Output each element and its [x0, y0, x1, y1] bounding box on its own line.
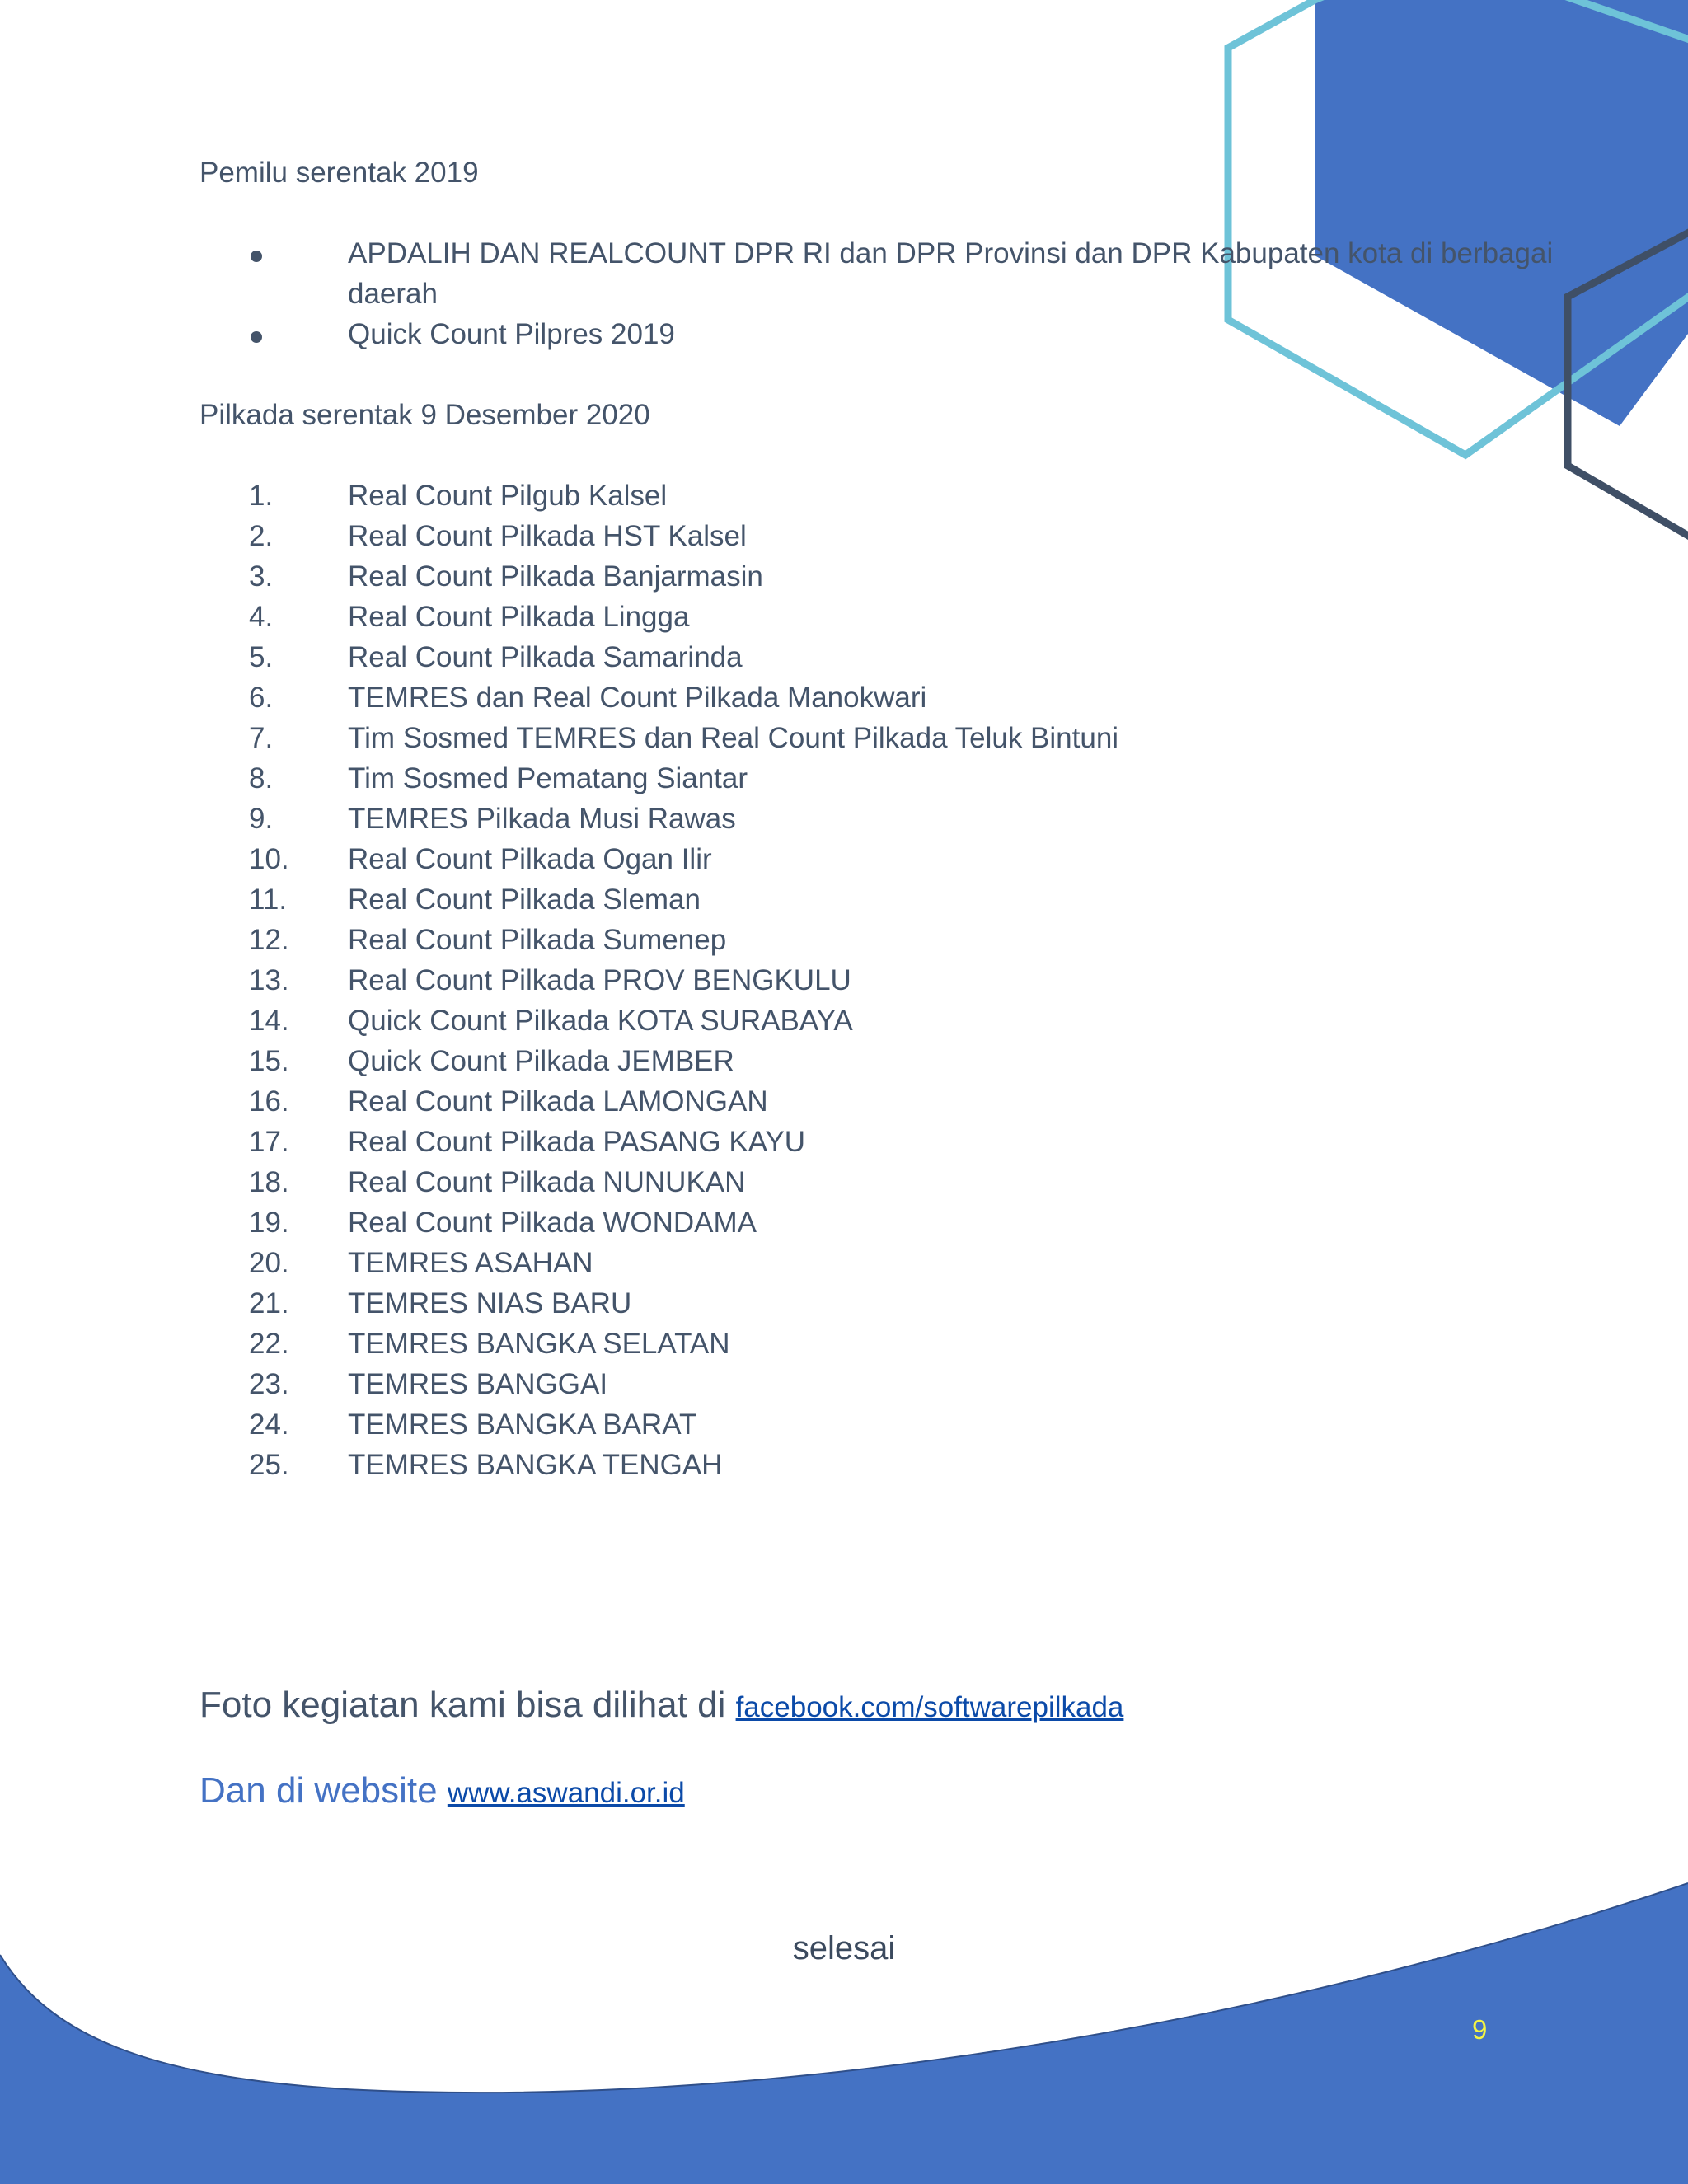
list-item-number: 22.: [249, 1328, 289, 1360]
list-item-number: 25.: [249, 1449, 289, 1481]
list-item-text: Real Count Pilkada Samarinda: [348, 641, 743, 673]
list-item-text: Real Count Pilgub Kalsel: [348, 480, 668, 512]
list-item-text: Real Count Pilkada PROV BENGKULU: [348, 964, 851, 996]
list-item-text: Real Count Pilkada Sleman: [348, 883, 701, 916]
photo-caption: [199, 1685, 1123, 1726]
list-item-number: 10.: [249, 843, 289, 875]
list-item-number: 9.: [249, 803, 274, 835]
list-item-number: 16.: [249, 1085, 289, 1118]
list-item-number: 4.: [249, 601, 274, 633]
list-item-number: 5.: [249, 641, 274, 673]
list-item-text: Real Count Pilkada WONDAMA: [348, 1207, 757, 1239]
list-item-text: TEMRES Pilkada Musi Rawas: [348, 803, 736, 835]
list-item-text: TEMRES BANGGAI: [348, 1368, 608, 1400]
list-item-number: 13.: [249, 964, 289, 996]
bullet-icon: [251, 331, 262, 343]
list-item-number: 20.: [249, 1247, 289, 1279]
bullet-text: APDALIH DAN REALCOUNT DPR RI dan DPR Provinsi dan DPR Kabupaten kota di berbagai: [348, 237, 1554, 269]
website-caption-text: Dan di website: [199, 1770, 448, 1811]
list-item-number: 23.: [249, 1368, 289, 1400]
list-item-number: 18.: [249, 1166, 289, 1198]
website-caption: [199, 1770, 685, 1811]
list-item-text: Real Count Pilkada Lingga: [348, 601, 690, 633]
list-item-text: Real Count Pilkada Ogan Ilir: [348, 843, 712, 875]
list-item-number: 1.: [249, 480, 274, 512]
facebook-link[interactable]: facebook.com/softwarepilkada: [735, 1691, 1124, 1723]
bullet-text-continued: daerah: [348, 278, 438, 310]
section-heading-pemilu: Pemilu serentak 2019: [199, 157, 479, 189]
list-item-number: 7.: [249, 722, 274, 754]
list-item-number: 21.: [249, 1287, 289, 1319]
list-item-number: 2.: [249, 520, 274, 552]
list-item-number: 11.: [249, 883, 288, 916]
blue-hexagon-shape: [1315, 0, 1688, 426]
list-item-text: Real Count Pilkada HST Kalsel: [348, 520, 747, 552]
list-item-text: Tim Sosmed Pematang Siantar: [348, 762, 748, 794]
list-item-number: 8.: [249, 762, 274, 794]
list-item-text: Tim Sosmed TEMRES dan Real Count Pilkada Teluk Bintuni: [348, 722, 1119, 754]
list-item-text: TEMRES BANGKA BARAT: [348, 1408, 697, 1441]
list-item-number: 15.: [249, 1045, 289, 1077]
list-item-text: Real Count Pilkada LAMONGAN: [348, 1085, 768, 1118]
list-item-number: 12.: [249, 924, 289, 956]
list-item-text: TEMRES dan Real Count Pilkada Manokwari: [348, 682, 927, 714]
closing-text: selesai: [792, 1930, 896, 1966]
photo-caption-text: Foto kegiatan kami bisa dilihat di: [199, 1685, 736, 1725]
list-item-number: 6.: [249, 682, 274, 714]
list-item-text: Real Count Pilkada Sumenep: [348, 924, 727, 956]
list-item-text: Real Count Pilkada Banjarmasin: [348, 560, 763, 593]
list-item-text: Quick Count Pilkada JEMBER: [348, 1045, 734, 1077]
list-item-text: Quick Count Pilkada KOTA SURABAYA: [348, 1005, 853, 1037]
list-item-text: Real Count Pilkada PASANG KAYU: [348, 1126, 806, 1158]
list-item-number: 24.: [249, 1408, 289, 1441]
list-item-number: 14.: [249, 1005, 289, 1037]
list-item-number: 3.: [249, 560, 274, 593]
section-heading-pilkada: Pilkada serentak 9 Desember 2020: [199, 399, 650, 431]
list-item-number: 19.: [249, 1207, 289, 1239]
list-item-text: TEMRES BANGKA SELATAN: [348, 1328, 730, 1360]
page-number: 9: [1472, 2014, 1488, 2045]
bullet-text: Quick Count Pilpres 2019: [348, 318, 675, 350]
list-item-text: Real Count Pilkada NUNUKAN: [348, 1166, 746, 1198]
list-item-number: 17.: [249, 1126, 289, 1158]
list-item-text: TEMRES NIAS BARU: [348, 1287, 632, 1319]
list-item-text: TEMRES ASAHAN: [348, 1247, 593, 1279]
bullet-icon: [251, 251, 262, 262]
bottom-wave-shape: [0, 1883, 1688, 2184]
website-link[interactable]: www.aswandi.or.id: [447, 1777, 685, 1809]
list-item-text: TEMRES BANGKA TENGAH: [348, 1449, 723, 1481]
